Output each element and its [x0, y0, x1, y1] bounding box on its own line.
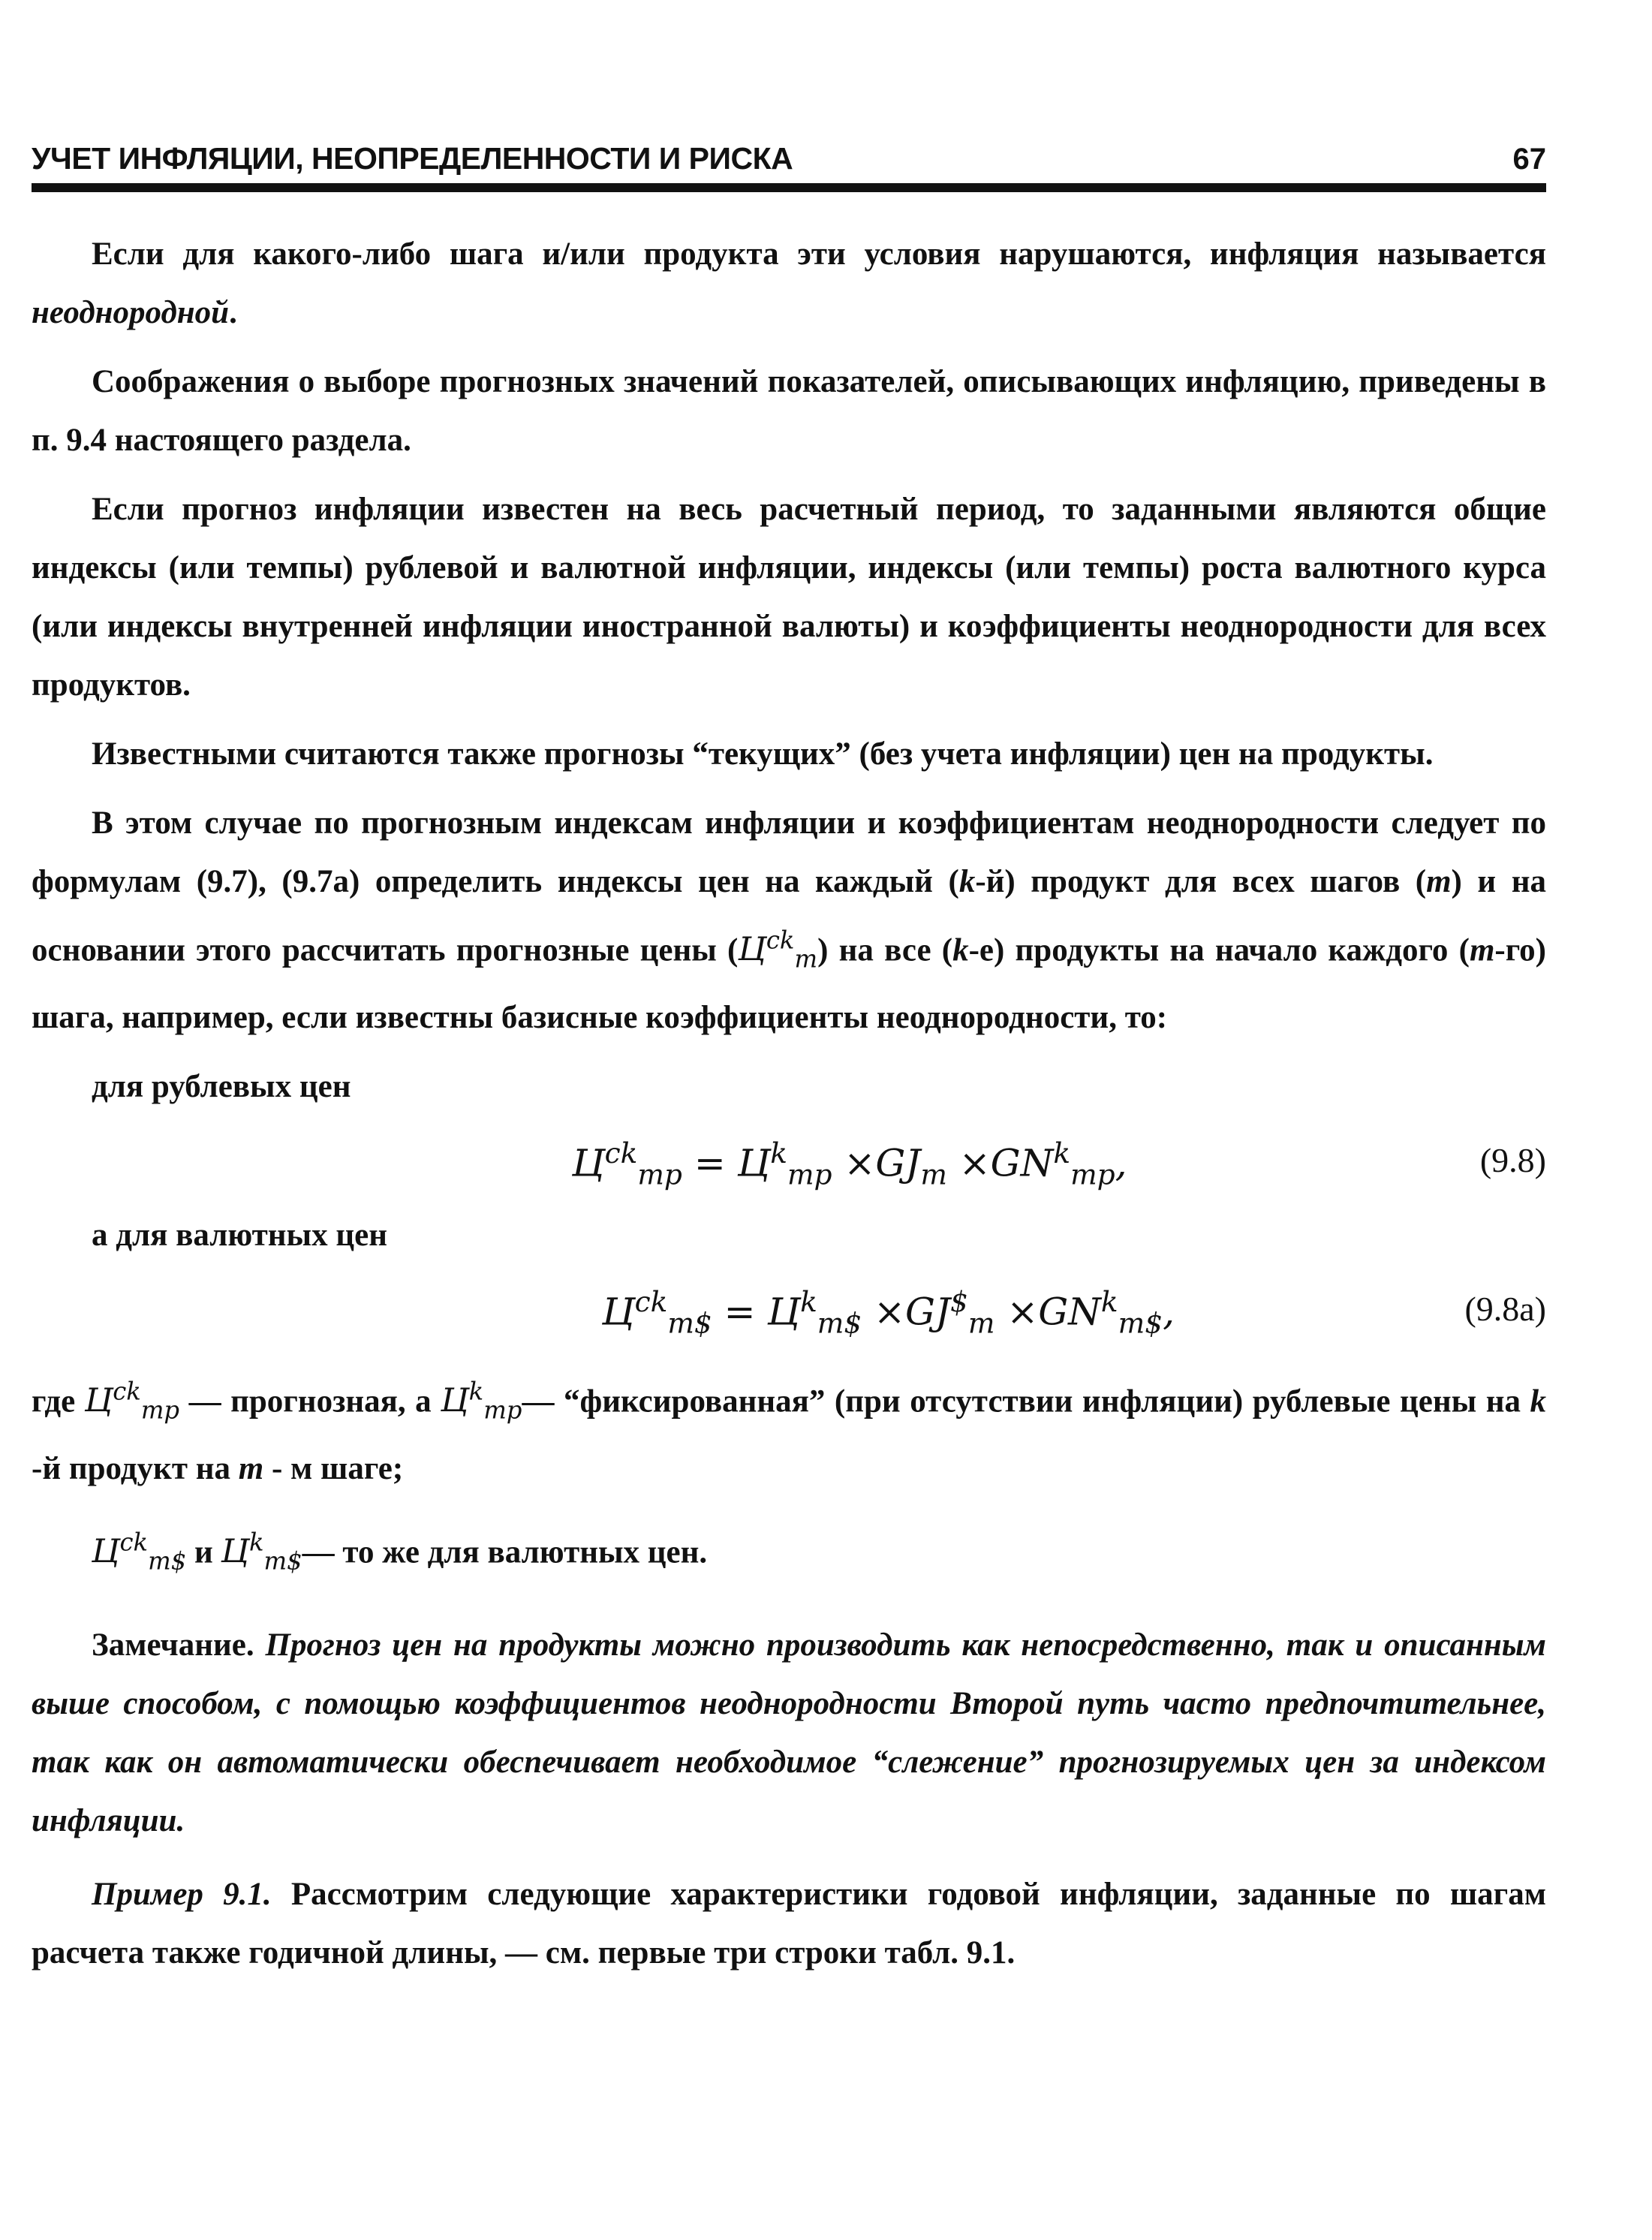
- superscript: k: [1053, 1136, 1071, 1170]
- paragraph-5: [32, 794, 1546, 1047]
- text: -й продукт на: [32, 1450, 239, 1486]
- symbol: Ц: [572, 1141, 605, 1185]
- var-m: m: [1469, 932, 1495, 968]
- formula-expression: [572, 1124, 1127, 1204]
- paragraph-4: Известными считаются также прогнозы “текущих” (без учета инфляции) цен на продукты.: [92, 736, 1434, 772]
- text: где: [32, 1383, 85, 1420]
- symbol: Ц: [738, 931, 766, 969]
- superscript: ck: [113, 1377, 141, 1406]
- text: — “фиксированная” (при отсутствии инфляции) рублевые цены на: [522, 1383, 1530, 1420]
- superscript: ck: [766, 926, 795, 955]
- example-paragraph: [32, 1865, 1546, 1983]
- note-paragraph: [32, 1616, 1546, 1850]
- var-k: k: [958, 864, 976, 899]
- inline-symbol: [441, 1377, 522, 1425]
- text: и: [186, 1534, 221, 1570]
- var-k: k: [1530, 1383, 1546, 1420]
- symbol: ,: [1115, 1141, 1127, 1185]
- label-rub: для рублевых цен: [92, 1068, 351, 1104]
- subscript: m$: [817, 1306, 862, 1340]
- symbol: Ц: [84, 1382, 113, 1420]
- var-m: m: [238, 1450, 264, 1486]
- page-number: 67: [1512, 143, 1546, 176]
- paragraph-1: [32, 225, 1546, 342]
- page-body: [32, 225, 1546, 1993]
- superscript: k: [249, 1528, 264, 1557]
- term-emphasis: неоднородной: [32, 295, 230, 330]
- subscript: mp: [140, 1395, 180, 1425]
- superscript: ck: [604, 1136, 638, 1170]
- subscript: m$: [667, 1306, 712, 1340]
- superscript: k: [468, 1377, 484, 1406]
- text: -й) продукт для всех шагов (: [975, 864, 1427, 899]
- inline-symbol: [84, 1377, 180, 1425]
- symbol: Ц: [221, 1533, 249, 1571]
- note-lead: Замечание.: [92, 1627, 254, 1663]
- paragraph-2: Соображения о выборе прогнозных значений показателей, описывающих инфляцию, приведены в п. 9.4 настоящего раздела.: [32, 364, 1546, 458]
- note-text: Прогноз цен на продукты можно производить как непосредственно, так и описанным выше способом, с помощью коэффициентов неоднородности Второй путь часто предпочтительнее, так как он автоматически обеспечивает необходимое “слежение” прогнозируемых цен за индексом инфляции.: [32, 1627, 1546, 1838]
- symbol: Ц: [602, 1290, 635, 1334]
- superscript: ck: [119, 1528, 149, 1557]
- subscript: mp: [637, 1158, 682, 1191]
- superscript: k: [1100, 1284, 1118, 1318]
- symbol: ×GJ: [862, 1290, 950, 1334]
- symbol: ×GN: [946, 1141, 1054, 1185]
- subscript: mp: [1070, 1158, 1115, 1191]
- text: - м шаге;: [263, 1450, 404, 1486]
- subscript: m$: [148, 1546, 187, 1576]
- symbol: = Ц: [712, 1290, 801, 1334]
- inline-symbol: [738, 926, 818, 974]
- running-title: УЧЕТ ИНФЛЯЦИИ, НЕОПРЕДЕЛЕННОСТИ И РИСКА: [32, 141, 793, 176]
- superscript: $: [950, 1284, 968, 1318]
- inline-symbol: [221, 1528, 302, 1576]
- example-lead: Пример 9.1.: [92, 1876, 272, 1912]
- text: .: [229, 295, 237, 330]
- label-val: а для валютных цен: [92, 1217, 388, 1253]
- text: В этом случае по прогнозным индексам инфляции и коэффициентам неоднородности следует по формулам (9.7), (9.7а) определить индексы цен на каждый (: [32, 805, 1546, 899]
- note-block: [32, 1616, 1546, 1850]
- symbol: ,: [1163, 1290, 1175, 1334]
- page-header: [32, 135, 1546, 180]
- text: -го) шага, например, если известны базисные коэффициенты неоднородности, то:: [32, 932, 1547, 1035]
- text: ) и на основании этого рассчитать прогнозные цены (: [32, 864, 1546, 968]
- formula-9-8: [32, 1116, 1546, 1206]
- symbol: Ц: [92, 1533, 120, 1571]
- paragraph-3: Если прогноз инфляции известен на весь расчетный период, то заданными являются общие индексы (или темпы) рублевой и валютной инфляции, индексы (или темпы) роста валютного курса (или индексы внутренней инфляции иностранной валюты) и коэффициенты неоднородности для всех продуктов.: [32, 492, 1546, 703]
- superscript: k: [800, 1284, 817, 1318]
- text: Если для какого-либо шага и/или продукта эти условия нарушаются, инфляция называется: [92, 236, 1546, 272]
- formula-number: (9.8а): [1464, 1289, 1546, 1328]
- header-rule: [32, 183, 1546, 192]
- text: — прогнозная, а: [179, 1383, 441, 1420]
- symbol: = Ц: [682, 1141, 771, 1185]
- subscript: m$: [1118, 1306, 1163, 1340]
- formula-expression: [602, 1272, 1175, 1353]
- symbol: ×GJ: [832, 1141, 921, 1185]
- subscript: m$: [263, 1546, 302, 1576]
- subscript: m: [794, 944, 818, 974]
- formula-number: (9.8): [1479, 1140, 1546, 1179]
- var-k: k: [952, 932, 969, 968]
- inline-symbol: [92, 1528, 187, 1576]
- where-paragraph-2: [32, 1513, 1546, 1591]
- var-m: m: [1426, 864, 1452, 899]
- text: ) на все (: [817, 932, 953, 968]
- symbol: ×GN: [995, 1290, 1101, 1334]
- symbol: Ц: [441, 1382, 469, 1420]
- superscript: k: [770, 1136, 787, 1170]
- example-text: Рассмотрим следующие характеристики годовой инфляции, заданные по шагам расчета также годичной длины, — см. первые три строки табл. 9.1.: [32, 1876, 1546, 1971]
- formula-9-8a: [32, 1265, 1546, 1355]
- superscript: ck: [634, 1284, 668, 1318]
- text: — то же для валютных цен.: [302, 1534, 708, 1570]
- subscript: m: [967, 1306, 995, 1340]
- text: -е) продукты на начало каждого (: [968, 932, 1470, 968]
- subscript: mp: [787, 1158, 832, 1191]
- where-paragraph: [32, 1362, 1546, 1498]
- subscript: mp: [483, 1395, 522, 1425]
- subscript: m: [920, 1158, 947, 1191]
